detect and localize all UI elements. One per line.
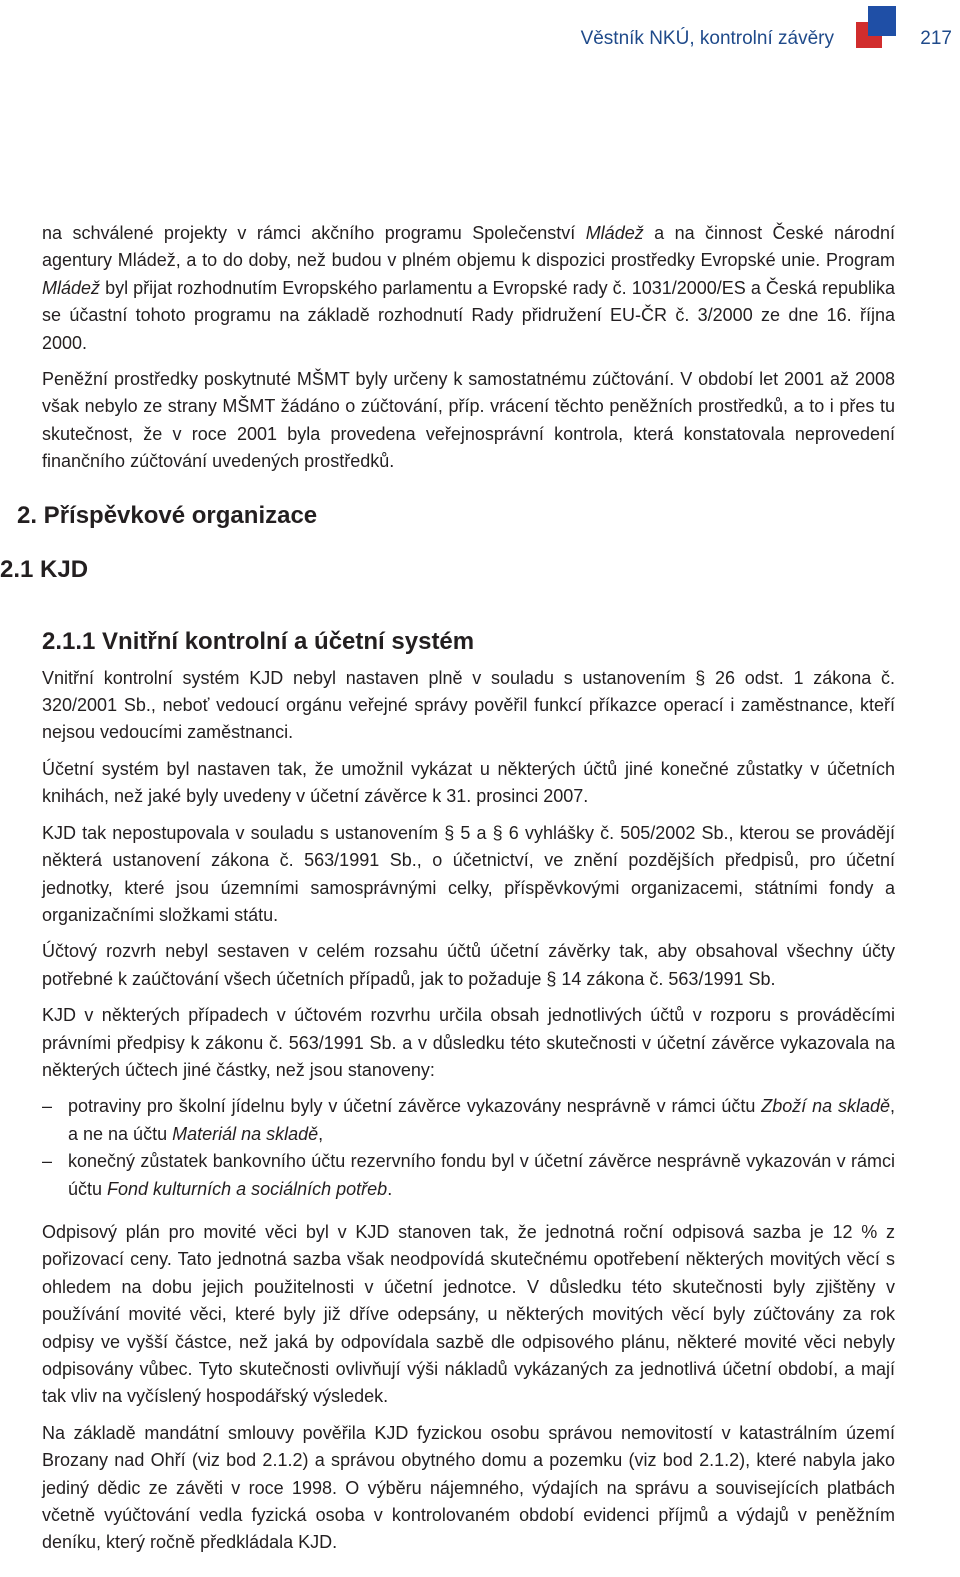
paragraph — [42, 938, 895, 993]
dash-bullet: – — [42, 1151, 53, 1172]
italic-term: Materiál na skladě — [172, 1123, 319, 1144]
section-heading-2: 2. Příspěvkové organizace — [17, 502, 318, 529]
section-spacer — [42, 485, 895, 625]
logo-blue-square — [868, 6, 896, 36]
paragraphs-mid — [42, 665, 895, 1085]
paragraph — [42, 220, 895, 357]
italic-term: Fond kulturních a sociálních potřeb — [107, 1178, 388, 1199]
paragraph — [42, 366, 895, 476]
italic-term: Zboží na skladě — [761, 1096, 890, 1117]
text-run: Na základě mandátní smlouvy pověřila KJD fyzickou osobu správou nemovitostí v katastrálním území Brozany nad Ohří (viz bod 2.1.2) a správou obytného domu a pozemku (viz bod 2.1.2), které nabyla jako jediný dědic ze závěti v roce 1998. O výběru nájemného, výdajích na správu a souvisejících platbách včetně vyúčtování vedla fyzická osoba v kontrolovaném období evidenci příjmů a výdajů v peněžním deníku, který ročně předkládala KJD. — [42, 1422, 895, 1553]
dash-list — [42, 1093, 895, 1203]
section-heading-2-1-1: 2.1.1 Vnitřní kontrolní a účetní systém — [42, 627, 475, 655]
paragraph — [42, 1002, 895, 1084]
text-run: , a ne na účtu — [68, 1096, 895, 1144]
text-run: konečný zůstatek bankovního účtu rezervního fondu byl v účetní závěrce nesprávně vykazován v rámci účtu — [68, 1151, 895, 1199]
paragraphs-top — [42, 220, 895, 476]
text-run: . — [387, 1178, 393, 1199]
journal-title: Věstník NKÚ, kontrolní závěry — [580, 28, 834, 49]
italic-term: Mládež — [585, 223, 644, 243]
page-header — [0, 0, 960, 80]
paragraph — [42, 820, 895, 930]
text-run: a na činnost České národní agentury Mládež, a to do doby, než budou v plném objemu k dispozici prostředky Evropské unie. Program — [42, 223, 896, 271]
text-run: KJD tak nepostupovala v souladu s ustanovením § 5 a § 6 vyhlášky č. 505/2002 Sb., kterou se provádějí některá ustanovení zákona č. 563/1991 Sb., o účetnictví, ve znění pozdějších předpisů, pro účetní jednotky, které jsou územními samosprávnými celky, příspěvkovými organizacemi, státními fondy a organizačními složkami státu. — [42, 822, 895, 925]
paragraph — [42, 1219, 895, 1411]
text-run: Vnitřní kontrolní systém KJD nebyl nastaven plně v souladu s ustanovením § 26 odst. 1 zákona č. 320/2001 Sb., neboť vedoucí orgánu veřejné správy pověřil funkcí příkazce operací i zaměstnance, kteří nejsou vedoucími zaměstnanci. — [42, 667, 895, 743]
paragraph — [42, 756, 895, 811]
paragraphs-bottom — [42, 1219, 895, 1557]
text-run: Účetní systém byl nastaven tak, že umožnil vykázat u některých účtů jiné konečné zůstatky v účetních knihách, než jaké byly uvedeny v účetní závěrce k 31. prosinci 2007. — [42, 758, 895, 807]
dash-list-item — [42, 1148, 895, 1203]
text-run: KJD v některých případech v účtovém rozvrhu určila obsah jednotlivých účtů v rozporu s prováděcími právními předpisy k zákonu č. 563/1991 Sb. a v důsledku této skutečnosti v účetní závěrce vykazovala na některých účtech jiné částky, než jsou stanoveny: — [42, 1005, 895, 1080]
paragraph — [42, 1420, 895, 1557]
page-number: 217 — [920, 28, 952, 49]
text-run: Odpisový plán pro movité věci byl v KJD stanoven tak, že jednotná roční odpisová sazba je 12 % z pořizovací ceny. Tato jednotná sazba však neodpovídá skutečnému opotřebení některých movitých věcí s ohledem na dobu jejich použitelnosti v účetní jednotce. V důsledku této skutečnosti byly zjištěny v používání movité věci, které byly již dříve odepsány, u některých movitých věcí byly zúčtovány za rok odpisy ve vyšší částce, než jaká by odpovídala sazbě dle odpisového plánu, některé movité věci nebyly odpisovány vůbec. Tyto skutečnosti ovlivňují výši nákladů vykázaných za jednotlivá účetní období, a mají tak vliv na vyčíslený hospodářský výsledek. — [42, 1221, 895, 1407]
text-run: byl přijat rozhodnutím Evropského parlamentu a Evropské rady č. 1031/2000/ES a Česká republika se účastní tohoto programu na základě rozhodnutí Rady přidružení EU-ČR č. 3/2000 ze dne 16. října 2000. — [42, 277, 895, 353]
body-text — [42, 220, 895, 1566]
text-run: potraviny pro školní jídelnu byly v účetní závěrce vykazovány nesprávně v rámci účtu — [68, 1096, 762, 1117]
text-run: Účtový rozvrh nebyl sestaven v celém rozsahu účtů účetní závěrky tak, aby obsahoval všechny účty potřebné k zaúčtování všech účetních případů, jak to požaduje § 14 zákona č. 563/1991 Sb. — [42, 941, 895, 989]
paragraph — [42, 665, 895, 747]
text-run: Peněžní prostředky poskytnuté MŠMT byly určeny k samostatnému zúčtování. V období let 2001 až 2008 však nebylo ze strany MŠMT žádáno o zúčtování, příp. vrácení těchto peněžních prostředků, a to i přes tu skutečnost, že v roce 2001 byla provedena veřejnosprávní kontrola, která konstatovala neprovedení finančního zúčtování uvedených prostředků. — [42, 369, 895, 472]
section-heading-2-1: 2.1 KJD — [0, 556, 89, 583]
text-run: na schválené projekty v rámci akčního programu Společenství — [42, 223, 586, 243]
dash-list-item — [42, 1093, 895, 1148]
nku-logo-icon — [856, 6, 896, 48]
italic-term: Mládež — [42, 277, 101, 298]
dash-bullet: – — [42, 1096, 53, 1117]
text-run: , — [318, 1123, 324, 1144]
